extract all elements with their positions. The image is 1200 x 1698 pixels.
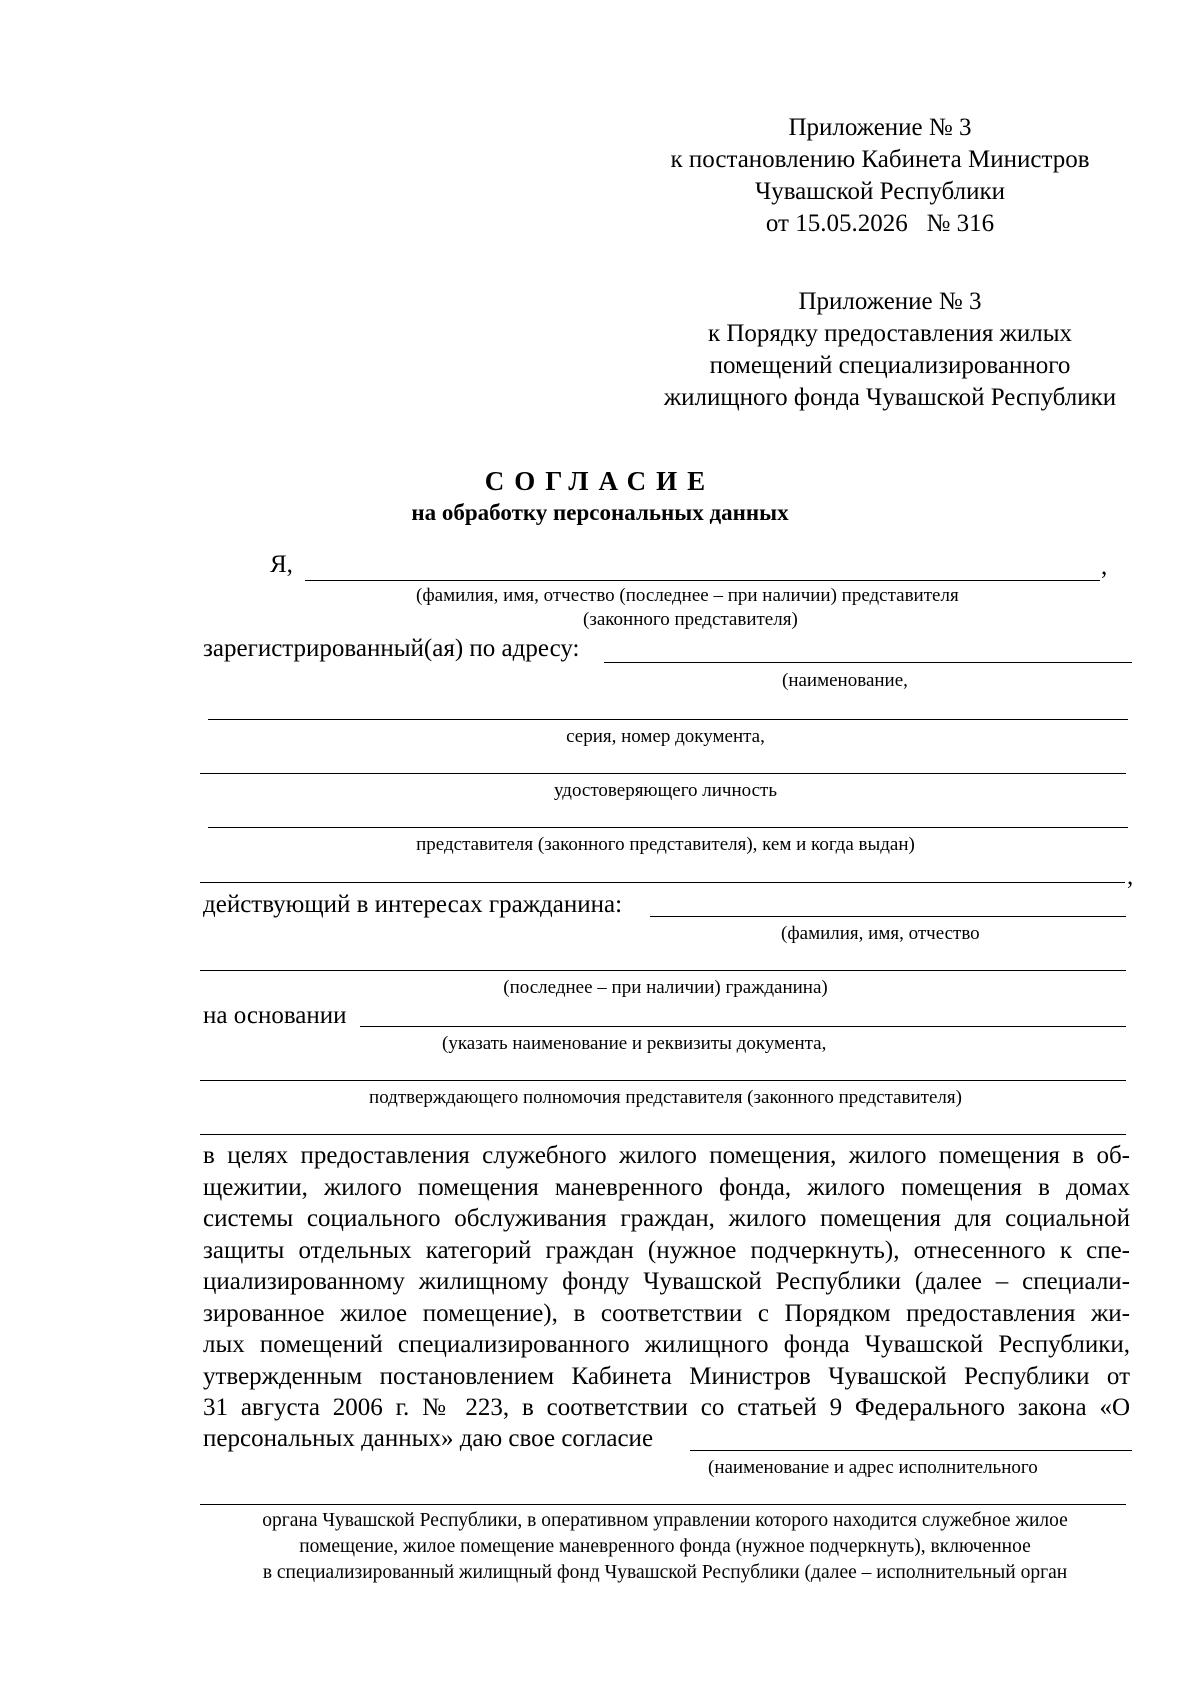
body-line-last: персональных данных» даю свое согласие [203,1425,654,1452]
basis-document-field-line-2[interactable] [200,1080,1126,1081]
body-line: системы социального обслуживания граждан, жилого помещения для социальной [203,1205,1130,1232]
basis-document-field[interactable] [360,1026,1126,1027]
registered-address-field[interactable] [604,662,1132,663]
appendix-line: к постановлению Кабинета Министров [670,146,1090,173]
caption-identity-document: удостоверяющего личность [553,780,778,801]
footer-line: органа Чувашской Республики, в оперативном управлении которого находится служебное жилое [262,1510,1068,1531]
caption-document-series: серия, номер документа, [566,726,765,747]
appendix-line: помещений специализированного [709,352,1071,379]
appendix-header-procedure [640,286,1140,414]
document-field-line-1[interactable] [208,719,1128,720]
ya-label: Я, [270,551,293,578]
footer-line: в специализированный жилищный фонд Чувашской Республики (далее – исполнительный орган [262,1562,1068,1583]
document-subtitle: на обработку персональных данных [411,500,789,525]
body-line: лых помещений специализированного жилищного фонда Чувашской Республики, [203,1331,1130,1358]
document-field-line-3[interactable] [208,827,1128,828]
document-field-line-4[interactable] [200,882,1125,883]
body-line: 31 августа 2006 г. № 223, в соответствии со статьей 9 Федерального закона «О [203,1394,1130,1421]
caption-basis-document: (указать наименование и реквизиты документа, [442,1033,827,1054]
executive-authority-field[interactable] [690,1450,1132,1451]
citizen-name-field[interactable] [650,916,1126,917]
body-line: в целях предоставления служебного жилого помещения, жилого помещения в об- [203,1142,1130,1169]
caption-executive-authority: (наименование и адрес исполнительного [708,1457,1038,1478]
document-title: СОГЛАСИЕ [484,466,716,496]
caption-authority-document: подтверждающего полномочия представителя (законного представителя) [369,1087,962,1108]
body-line: щежитии, жилого помещения маневренного фонда, жилого помещения в домах [203,1174,1130,1201]
appendix-line: Приложение № 3 [798,288,982,315]
appendix-line: Приложение № 3 [788,114,972,141]
citizen-name-field-line-2[interactable] [200,970,1126,971]
footer-line: помещение, жилое помещение маневренного фонда (нужное подчеркнуть), включенное [299,1536,1031,1557]
caption-representative-fio: (фамилия, имя, отчество (последнее – при наличии) представителя [416,585,959,606]
appendix-header-resolution [640,112,1120,240]
comma-mark: , [1101,553,1108,580]
appendix-line: к Порядку предоставления жилых [707,320,1073,347]
caption-citizen-patronymic: (последнее – при наличии) гражданина) [503,977,828,998]
body-line: утвержденным постановлением Кабинета Министров Чувашской Республики от [203,1363,1130,1390]
acting-for-citizen-label: действующий в интересах гражданина: [203,891,623,918]
caption-issued-by: представителя (законного представителя), кем и когда выдан) [416,834,915,855]
appendix-line: Чувашской Республики [754,178,1006,205]
basis-label: на основании [203,1002,347,1029]
document-field-line-2[interactable] [200,773,1126,774]
caption-citizen-fio: (фамилия, имя, отчество [781,923,980,944]
body-line: циализированному жилищному фонду Чувашской Республики (далее – специали- [203,1268,1130,1295]
representative-name-field[interactable] [305,580,1100,581]
comma-mark: , [1127,863,1134,890]
appendix-line: от 15.05.2026 № 316 [765,210,995,237]
basis-document-field-line-3[interactable] [200,1134,1126,1135]
registered-address-label: зарегистрированный(ая) по адресу: [203,635,580,662]
caption-legal-representative: (законного представителя) [583,609,798,630]
appendix-line: жилищного фонда Чувашской Республики [663,384,1117,411]
caption-document-name: (наименование, [782,670,908,691]
body-line: зированное жилое помещение), в соответствии с Порядком предоставления жи- [203,1300,1130,1327]
body-line: защиты отдельных категорий граждан (нужное подчеркнуть), отнесенного к спе- [203,1237,1130,1264]
executive-authority-field-line-2[interactable] [200,1504,1126,1505]
